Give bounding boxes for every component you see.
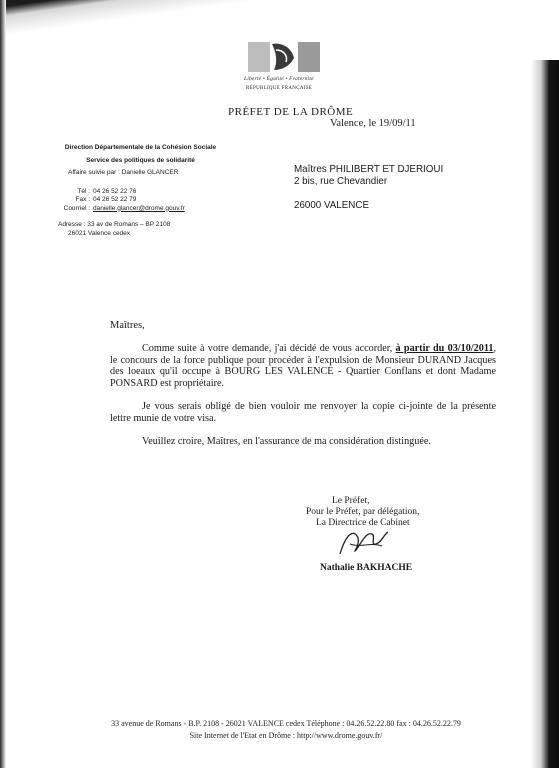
email-label: Courriel : <box>63 204 90 212</box>
sender-block <box>58 144 223 238</box>
sender-tel-row <box>58 188 223 197</box>
marianne-logo-icon <box>242 40 326 76</box>
fax-value: 04 26 52 22 79 <box>93 196 137 203</box>
scan-right-shadow <box>531 60 559 768</box>
fax-label: Fax : <box>75 196 90 203</box>
letter-date: Valence, le 19/09/11 <box>330 118 416 129</box>
address-line-2: 26021 Valence cedex <box>68 229 131 237</box>
signatory-name: Nathalie BAKHACHE <box>320 563 413 573</box>
logo-motto: Liberté • Égalité • Fraternité <box>244 76 314 82</box>
sender-service: Service des politiques de solidarité <box>86 156 195 164</box>
signature-delegation: Pour le Préfet, par délégation, <box>306 507 420 517</box>
sender-email-row <box>58 205 223 214</box>
sender-direction: Direction Départementale de la Cohésion Sociale <box>64 144 217 151</box>
handwritten-signature-icon <box>336 524 392 560</box>
paragraph-1 <box>110 343 496 389</box>
signature-title: La Directrice de Cabinet <box>316 518 410 528</box>
sender-fax-row <box>58 196 223 205</box>
recipient-name: Maîtres PHILIBERT ET DJERIOUI <box>294 164 444 175</box>
recipient-block <box>294 164 443 212</box>
letter-footer <box>66 718 506 742</box>
tel-label: Tél : <box>77 187 90 195</box>
letter-page <box>6 30 531 768</box>
paragraph-3: Veuillez croire, Maîtres, en l'assurance de ma considération distinguée. <box>142 436 431 447</box>
sender-address <box>58 221 223 238</box>
recipient-city: 26000 VALENCE <box>294 200 369 211</box>
tel-value: 04 26 52 22 76 <box>93 187 137 195</box>
signature-role: Le Préfet, <box>332 496 370 506</box>
salutation: Maîtres, <box>110 320 145 331</box>
recipient-street: 2 bis, rue Chevandier <box>294 176 388 187</box>
sender-contacts <box>58 188 223 214</box>
p1-before: Comme suite à votre demande, j'ai décidé de vous accorder, <box>142 343 396 354</box>
republique-logo <box>242 40 326 100</box>
p1-after: , le concours de la force publique pour procéder à l'expulsion de Monsieur DURAND Jacques des loeaux qu'il occupe à BOURG LES VALENCE - Quartier Conflans et dont Madame PONSARD est propriétaire. <box>110 343 496 389</box>
logo-republic-label: RÉPUBLIQUE FRANÇAISE <box>246 86 313 91</box>
prefet-title: PRÉFET DE LA DRÔME <box>228 106 354 118</box>
letter-body <box>110 343 496 460</box>
footer-website: Site Internet de l'Etat en Drôme : http://www.drome.gouv.fr/ <box>189 731 383 740</box>
address-line-1: Adresse : 33 av de Romans – BP 2108 <box>58 221 171 228</box>
email-link[interactable]: danielle.glancer@drome.gouv.fr <box>93 204 185 212</box>
paragraph-2: Je vous serais obligé de bien vouloir me renvoyer la copie ci-jointe de la présente lettre munie de votre visa. <box>110 401 496 424</box>
p1-date-emphasis: à partir du 03/10/2011 <box>395 343 494 354</box>
sender-affaire: Affaire suivie par : Danielle GLANCER <box>68 169 179 176</box>
footer-address: 33 avenue de Romans - B.P. 2108 - 26021 VALENCE cedex Téléphone : 04.26.52.22.80 fax : 04.26.52.22.79 <box>111 719 461 728</box>
